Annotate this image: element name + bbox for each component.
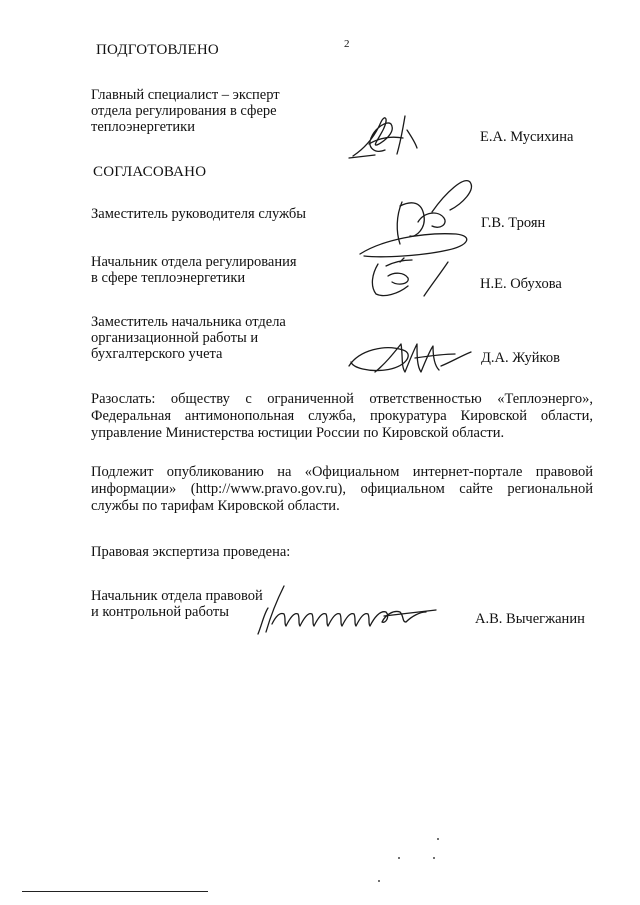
prepared-name: Е.А. Мусихина <box>480 129 574 145</box>
prepared-position: Главный специалист – эксперт отдела регулирования в сфере теплоэнергетики <box>91 87 280 135</box>
distribution-paragraph: Разослать: обществу с ограниченной ответственностью «Теплоэнерго», Федеральная антимонопольная служба, прокуратура Кировской области, управление Министерства юстиции России по Кировской области. <box>91 391 593 441</box>
signer-name: Д.А. Жуйков <box>481 350 560 366</box>
publication-paragraph: Подлежит опубликованию на «Официальном интернет-портале правовой информации» (http://www.pravo.gov.ru), официальном сайте региональной службы по тарифам Кировской области. <box>91 464 593 514</box>
signer-position: Заместитель руководителя службы <box>91 206 307 222</box>
signer-position: Заместитель начальника отдела организационной работы и бухгалтерского учета <box>91 314 286 362</box>
page-number: 2 <box>344 38 350 50</box>
signature-vychegzhanin <box>254 580 444 636</box>
scan-mark <box>433 857 435 859</box>
signature-obukhova <box>364 254 454 300</box>
scan-mark <box>398 857 400 859</box>
prepared-heading: ПОДГОТОВЛЕНО <box>96 42 219 58</box>
legal-review-text: Правовая экспертиза проведена: <box>91 544 291 560</box>
legal-review-position: Начальник отдела правовой и контрольной работы <box>91 588 263 620</box>
signer-name: Н.Е. Обухова <box>480 276 562 292</box>
signature-zhuykov <box>345 336 475 382</box>
footer-rule <box>22 891 208 892</box>
agreed-heading: СОГЛАСОВАНО <box>93 164 207 180</box>
legal-review-name: А.В. Вычегжанин <box>475 611 585 627</box>
scan-mark <box>437 838 439 840</box>
signature-musikhina <box>345 108 440 168</box>
scan-mark <box>378 880 380 882</box>
signer-name: Г.В. Троян <box>481 215 546 231</box>
signer-position: Начальник отдела регулирования в сфере теплоэнергетики <box>91 254 297 286</box>
signature-troyan <box>352 172 477 264</box>
